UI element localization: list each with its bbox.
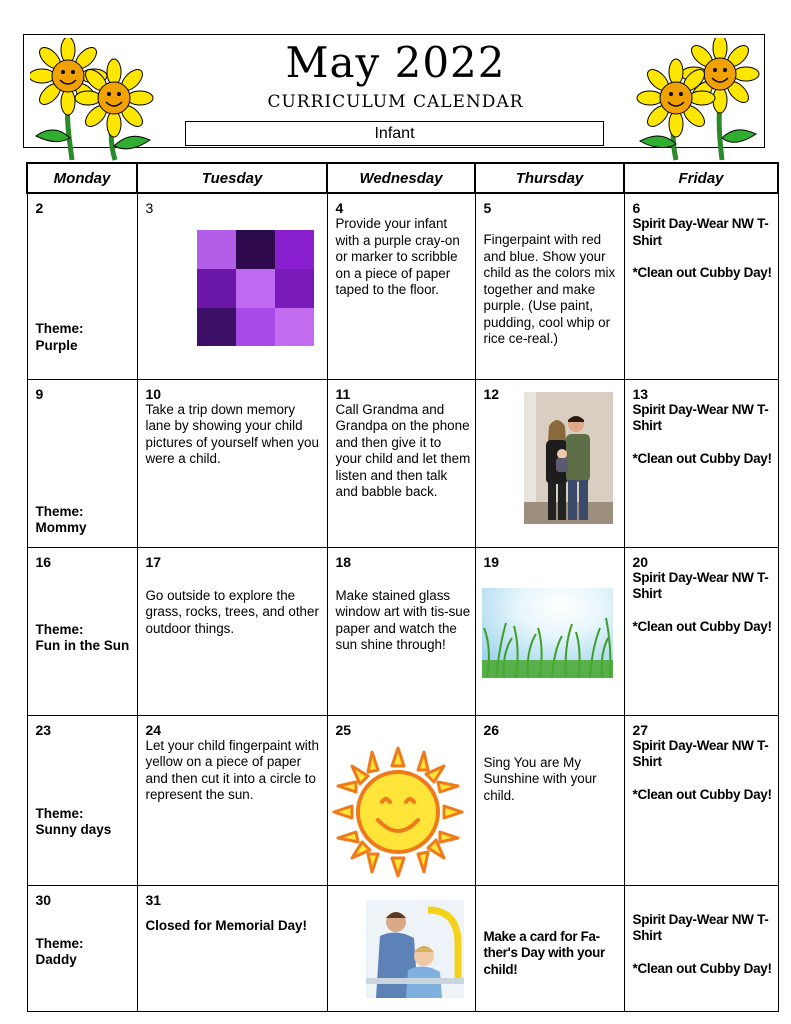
activity-text: Provide your infant with a purple cray-on or marker to scribble on a piece of paper taped to the floor.	[335, 216, 460, 297]
day-cell	[27, 193, 137, 379]
day-cell	[624, 547, 778, 715]
day-number: 5	[483, 200, 492, 216]
activity-text: Make stained glass window art with tis-sue paper and watch the sun shine through!	[335, 587, 471, 652]
day-number: 13	[632, 385, 649, 402]
activity-text: Fingerpaint with red and blue. Show your child as the colors mix together and make purple. (Use paint, pudding, cool whip or rice ce-real.)	[483, 232, 616, 346]
day-cell	[327, 715, 475, 885]
day-number: 16	[35, 553, 52, 570]
day-cell	[137, 547, 327, 715]
day-cell	[137, 885, 327, 1011]
day-cell	[137, 715, 327, 885]
day-cell	[475, 715, 624, 885]
purple-squares-image	[197, 230, 314, 346]
theme-label: Theme: Sunny days	[35, 805, 112, 837]
cubby-day-text: *Clean out Cubby Day!	[632, 786, 772, 802]
weekday-tuesday: Tuesday	[137, 163, 327, 193]
day-number: 30	[35, 891, 52, 908]
spirit-day-text: Spirit Day-Wear NW T-Shirt	[632, 911, 769, 943]
page-subtitle: CURRICULUM CALENDAR	[267, 92, 524, 112]
day-cell	[475, 547, 624, 715]
day-number: 27	[632, 721, 649, 738]
day-cell	[475, 379, 624, 547]
day-cell	[27, 379, 137, 547]
day-number: 20	[632, 553, 649, 570]
spirit-day-text: Spirit Day-Wear NW T-Shirt	[632, 569, 769, 601]
day-cell	[327, 379, 475, 547]
day-cell	[27, 715, 137, 885]
day-cell	[475, 885, 624, 1011]
sun-drawing-image	[332, 746, 464, 878]
weekday-wednesday: Wednesday	[327, 163, 475, 193]
theme-label: Theme: Mommy	[35, 503, 87, 535]
day-cell	[27, 547, 137, 715]
cubby-day-text: *Clean out Cubby Day!	[632, 450, 772, 466]
day-number: 6	[632, 200, 641, 216]
calendar-grid	[26, 162, 779, 1012]
activity-text: Make a card for Fa-ther's Day with your child!	[483, 928, 605, 977]
day-number: 23	[35, 721, 52, 738]
spirit-day-text: Spirit Day-Wear NW T-Shirt	[632, 737, 769, 769]
day-number: 4	[335, 200, 344, 216]
day-number: 17	[145, 553, 162, 570]
day-number: 10	[145, 385, 162, 402]
week-row	[27, 547, 778, 715]
father-child-photo-image	[366, 900, 464, 998]
day-number: 24	[145, 721, 162, 738]
weekday-monday: Monday	[27, 163, 137, 193]
page-title: May 2022	[285, 38, 506, 87]
weekday-header-row	[27, 163, 778, 193]
cubby-day-text: *Clean out Cubby Day!	[632, 618, 772, 634]
day-number: 2	[35, 200, 44, 216]
week-row	[27, 715, 778, 885]
spirit-day-text: Spirit Day-Wear NW T-Shirt	[632, 216, 769, 248]
theme-label: Theme: Daddy	[35, 935, 84, 967]
activity-text: Take a trip down memory lane by showing your child pictures of yourself when you were a child.	[145, 401, 319, 466]
day-cell	[624, 193, 778, 379]
weekday-friday: Friday	[624, 163, 778, 193]
closed-notice: Closed for Memorial Day!	[145, 917, 307, 933]
week-row	[27, 885, 778, 1011]
activity-text: Let your child fingerpaint with yellow on a piece of paper and then cut it into a circle to represent the sun.	[145, 737, 319, 802]
family-photo-image	[524, 392, 613, 524]
activity-text: Call Grandma and Grandpa on the phone and then give it to your child and let them listen and then talk and babble back.	[335, 401, 471, 499]
day-cell	[327, 193, 475, 379]
week-row	[27, 379, 778, 547]
day-cell	[624, 715, 778, 885]
cubby-day-text: *Clean out Cubby Day!	[632, 960, 772, 976]
day-cell	[624, 885, 778, 1011]
day-number: 31	[145, 891, 162, 908]
day-number: 19	[483, 553, 500, 570]
day-cell	[475, 193, 624, 379]
sunflower-right-icon	[636, 38, 761, 162]
day-cell	[27, 885, 137, 1011]
day-cell	[327, 547, 475, 715]
grass-sun-image	[482, 588, 613, 678]
day-number: 26	[483, 721, 500, 738]
weekday-thursday: Thursday	[475, 163, 624, 193]
activity-text: Sing You are My Sunshine with your child.	[483, 754, 597, 803]
day-number: 12	[483, 385, 500, 402]
day-number: 25	[335, 721, 352, 738]
week-row	[27, 193, 778, 379]
day-cell	[327, 885, 475, 1011]
activity-text: Go outside to explore the grass, rocks, trees, and other outdoor things.	[145, 587, 319, 636]
theme-label: Theme: Purple	[35, 321, 84, 353]
day-cell	[137, 193, 327, 379]
day-cell	[624, 379, 778, 547]
day-cell	[137, 379, 327, 547]
cubby-day-text: *Clean out Cubby Day!	[632, 265, 772, 280]
sunflower-left-icon	[30, 38, 155, 162]
theme-label: Theme: Fun in the Sun	[35, 621, 130, 653]
day-number: 9	[35, 385, 44, 402]
day-number: 18	[335, 553, 352, 570]
classroom-label: Infant	[185, 121, 604, 146]
day-number: 11	[335, 385, 351, 402]
spirit-day-text: Spirit Day-Wear NW T-Shirt	[632, 401, 769, 433]
day-number: 3	[145, 200, 154, 216]
